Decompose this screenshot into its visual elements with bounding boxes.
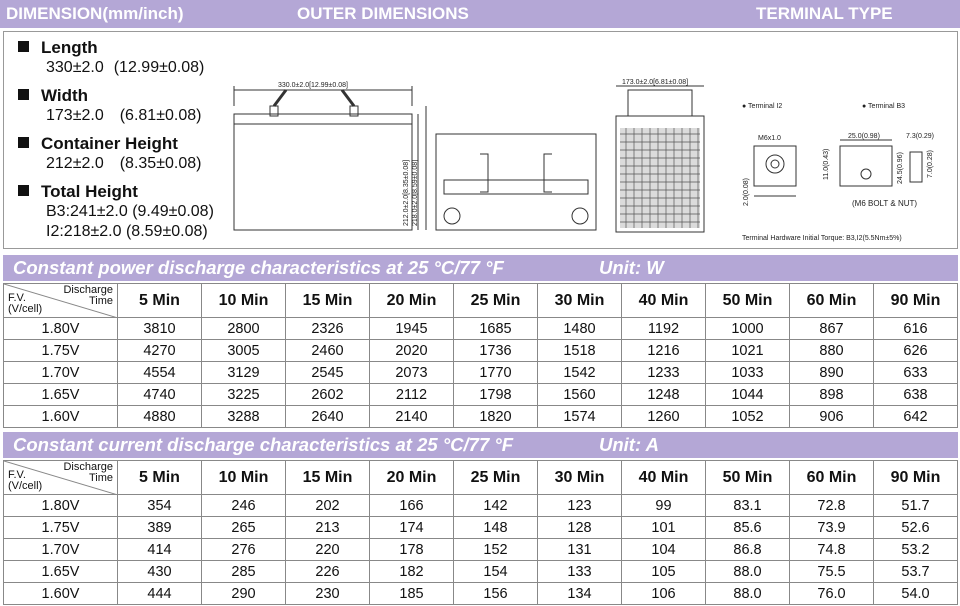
column-header: 25 Min (454, 461, 538, 495)
value-cell: 633 (874, 362, 958, 384)
spec-length (18, 38, 233, 78)
spec-imperial: (8.35±0.08) (119, 155, 202, 172)
value-cell: 354 (118, 495, 202, 517)
column-header: 25 Min (454, 284, 538, 318)
value-cell: 52.6 (874, 517, 958, 539)
column-header: 30 Min (538, 284, 622, 318)
m6-label: M6x1.0 (758, 135, 781, 142)
bullet-square-icon (18, 137, 29, 148)
value-cell: 148 (454, 517, 538, 539)
value-cell: 1560 (538, 384, 622, 406)
terminal-i2-label: ● Terminal I2 (742, 103, 783, 110)
value-cell: 128 (538, 517, 622, 539)
value-cell: 2460 (286, 340, 370, 362)
value-cell: 1233 (622, 362, 706, 384)
terminal-type-heading: TERMINAL TYPE (756, 4, 893, 23)
bullet-square-icon (18, 185, 29, 196)
torque-note: Terminal Hardware Initial Torque: B3,I2(5.5Nm±5%) (742, 235, 902, 242)
spec-imperial: (12.99±0.08) (113, 59, 205, 76)
column-header: 50 Min (706, 461, 790, 495)
value-cell: 101 (622, 517, 706, 539)
value-cell: 131 (538, 539, 622, 561)
value-cell: 142 (454, 495, 538, 517)
value-cell: 880 (790, 340, 874, 362)
table-corner-cell (4, 284, 118, 318)
spec-label: Length (41, 38, 98, 57)
spec-metric: 330±2.0 (46, 59, 104, 76)
column-header: 20 Min (370, 284, 454, 318)
spec-metric: 173±2.0 (46, 107, 104, 124)
column-header: 5 Min (118, 461, 202, 495)
value-cell: 1248 (622, 384, 706, 406)
value-cell: 230 (286, 583, 370, 605)
spec-imperial: (9.49±0.08) (132, 203, 214, 220)
table-corner-cell (4, 461, 118, 495)
value-cell: 1685 (454, 318, 538, 340)
length-dimension: 330.0±2.0[12.99±0.08] (278, 82, 348, 89)
column-header: 40 Min (622, 461, 706, 495)
table-row (4, 539, 958, 561)
value-cell: 389 (118, 517, 202, 539)
i2-dim-b: 2.0(0.08) (743, 177, 750, 206)
value-cell: 3810 (118, 318, 202, 340)
value-cell: 104 (622, 539, 706, 561)
value-cell: 53.7 (874, 561, 958, 583)
value-cell: 430 (118, 561, 202, 583)
value-cell: 2545 (286, 362, 370, 384)
value-cell: 51.7 (874, 495, 958, 517)
height-dimension-2: 218.0±2.0[8.59±0.08] (412, 159, 419, 226)
table-row (4, 517, 958, 539)
value-cell: 1000 (706, 318, 790, 340)
value-cell: 276 (202, 539, 286, 561)
value-cell: 182 (370, 561, 454, 583)
current-table-title-bar (3, 432, 958, 458)
outer-dimensions-heading: OUTER DIMENSIONS (297, 4, 469, 23)
corner-bottom-label: (V/cell) (8, 480, 43, 492)
fv-cell: 1.80V (4, 495, 118, 517)
spec-list (18, 38, 233, 250)
value-cell: 3288 (202, 406, 286, 428)
value-cell: 156 (454, 583, 538, 605)
value-cell: 178 (370, 539, 454, 561)
fv-cell: 1.75V (4, 340, 118, 362)
value-cell: 898 (790, 384, 874, 406)
table-row (4, 318, 958, 340)
value-cell: 3225 (202, 384, 286, 406)
corner-top-label: Time (88, 295, 113, 307)
bolt-label: (M6 BOLT & NUT) (852, 199, 918, 208)
value-cell: 1192 (622, 318, 706, 340)
value-cell: 2800 (202, 318, 286, 340)
i2-dim-a: 11.0(0.43) (823, 148, 830, 180)
spec-label: Total Height (41, 182, 138, 201)
fv-cell: 1.65V (4, 561, 118, 583)
fv-cell: 1.80V (4, 318, 118, 340)
value-cell: 83.1 (706, 495, 790, 517)
corner-bottom-label: F.V. (8, 469, 26, 481)
value-cell: 1798 (454, 384, 538, 406)
table-row (4, 406, 958, 428)
column-header: 60 Min (790, 461, 874, 495)
current-table (3, 460, 958, 605)
table-row (4, 384, 958, 406)
value-cell: 185 (370, 583, 454, 605)
column-header: 90 Min (874, 461, 958, 495)
value-cell: 152 (454, 539, 538, 561)
value-cell: 1820 (454, 406, 538, 428)
value-cell: 414 (118, 539, 202, 561)
value-cell: 106 (622, 583, 706, 605)
value-cell: 202 (286, 495, 370, 517)
value-cell: 2140 (370, 406, 454, 428)
value-cell: 88.0 (706, 561, 790, 583)
value-cell: 2112 (370, 384, 454, 406)
dimension-drawing (230, 76, 956, 248)
value-cell: 213 (286, 517, 370, 539)
value-cell: 1260 (622, 406, 706, 428)
value-cell: 99 (622, 495, 706, 517)
fv-cell: 1.60V (4, 406, 118, 428)
terminal-b3-label: ● Terminal B3 (862, 103, 906, 110)
power-table-title-bar (3, 255, 958, 281)
bullet-square-icon (18, 41, 29, 52)
b3-dim-d: 7.0(0.28) (927, 149, 934, 178)
value-cell: 2326 (286, 318, 370, 340)
bullet-square-icon (18, 89, 29, 100)
value-cell: 3005 (202, 340, 286, 362)
value-cell: 444 (118, 583, 202, 605)
value-cell: 73.9 (790, 517, 874, 539)
fv-cell: 1.60V (4, 583, 118, 605)
value-cell: 626 (874, 340, 958, 362)
value-cell: 72.8 (790, 495, 874, 517)
corner-top-label: Discharge (63, 284, 113, 296)
fv-cell: 1.70V (4, 539, 118, 561)
corner-top-label: Discharge (63, 461, 113, 473)
spec-imperial: (6.81±0.08) (119, 107, 202, 124)
dimension-heading: DIMENSION(mm/inch) (6, 4, 184, 23)
table-row (4, 561, 958, 583)
corner-top-label: Time (88, 472, 113, 484)
column-header: 10 Min (202, 284, 286, 318)
value-cell: 1945 (370, 318, 454, 340)
spec-label: Width (41, 86, 89, 105)
value-cell: 1770 (454, 362, 538, 384)
value-cell: 85.6 (706, 517, 790, 539)
column-header: 15 Min (286, 284, 370, 318)
column-header: 40 Min (622, 284, 706, 318)
value-cell: 75.5 (790, 561, 874, 583)
value-cell: 74.8 (790, 539, 874, 561)
value-cell: 1736 (454, 340, 538, 362)
value-cell: 265 (202, 517, 286, 539)
power-table-title: Constant power discharge characteristics at 25 °C/77 °F (13, 257, 504, 278)
value-cell: 616 (874, 318, 958, 340)
value-cell: 105 (622, 561, 706, 583)
value-cell: 2073 (370, 362, 454, 384)
spec-total-height (18, 182, 233, 242)
value-cell: 1542 (538, 362, 622, 384)
spec-imperial: (8.59±0.08) (125, 223, 208, 240)
value-cell: 1021 (706, 340, 790, 362)
corner-bottom-label: F.V. (8, 292, 26, 304)
value-cell: 1044 (706, 384, 790, 406)
value-cell: 1216 (622, 340, 706, 362)
header-bar (0, 0, 960, 28)
value-cell: 290 (202, 583, 286, 605)
column-header: 60 Min (790, 284, 874, 318)
value-cell: 134 (538, 583, 622, 605)
value-cell: 642 (874, 406, 958, 428)
value-cell: 638 (874, 384, 958, 406)
column-header: 50 Min (706, 284, 790, 318)
value-cell: 2020 (370, 340, 454, 362)
value-cell: 4880 (118, 406, 202, 428)
table-row (4, 340, 958, 362)
value-cell: 53.2 (874, 539, 958, 561)
value-cell: 1033 (706, 362, 790, 384)
value-cell: 890 (790, 362, 874, 384)
value-cell: 1574 (538, 406, 622, 428)
fv-cell: 1.70V (4, 362, 118, 384)
value-cell: 1052 (706, 406, 790, 428)
value-cell: 76.0 (790, 583, 874, 605)
value-cell: 54.0 (874, 583, 958, 605)
fv-cell: 1.65V (4, 384, 118, 406)
value-cell: 154 (454, 561, 538, 583)
value-cell: 166 (370, 495, 454, 517)
height-dimension-1: 212.0±2.0[8.35±0.08] (403, 159, 410, 226)
value-cell: 867 (790, 318, 874, 340)
value-cell: 246 (202, 495, 286, 517)
value-cell: 88.0 (706, 583, 790, 605)
value-cell: 2640 (286, 406, 370, 428)
value-cell: 906 (790, 406, 874, 428)
value-cell: 133 (538, 561, 622, 583)
value-cell: 285 (202, 561, 286, 583)
table-header-row (4, 284, 958, 318)
value-cell: 174 (370, 517, 454, 539)
column-header: 20 Min (370, 461, 454, 495)
value-cell: 226 (286, 561, 370, 583)
column-header: 15 Min (286, 461, 370, 495)
spec-width (18, 86, 233, 126)
spec-metric: 212±2.0 (46, 155, 104, 172)
fv-cell: 1.75V (4, 517, 118, 539)
value-cell: 123 (538, 495, 622, 517)
current-table-unit: Unit: A (599, 434, 659, 455)
value-cell: 1480 (538, 318, 622, 340)
spec-metric: B3:241±2.0 (46, 203, 128, 220)
column-header: 10 Min (202, 461, 286, 495)
spec-container-height (18, 134, 233, 174)
width-dimension: 173.0±2.0[6.81±0.08] (622, 79, 689, 86)
b3-dim-b: 7.3(0.29) (906, 133, 935, 140)
column-header: 30 Min (538, 461, 622, 495)
power-table (3, 283, 958, 428)
table-row (4, 495, 958, 517)
value-cell: 1518 (538, 340, 622, 362)
value-cell: 4554 (118, 362, 202, 384)
current-table-title: Constant current discharge characteristics at 25 °C/77 °F (13, 434, 514, 455)
column-header: 90 Min (874, 284, 958, 318)
table-row (4, 362, 958, 384)
b3-dim-c: 24.5(0.96) (897, 152, 904, 184)
value-cell: 220 (286, 539, 370, 561)
value-cell: 4270 (118, 340, 202, 362)
corner-bottom-label: (V/cell) (8, 303, 43, 315)
column-header: 5 Min (118, 284, 202, 318)
table-row (4, 583, 958, 605)
value-cell: 3129 (202, 362, 286, 384)
value-cell: 4740 (118, 384, 202, 406)
value-cell: 86.8 (706, 539, 790, 561)
b3-dim-a: 25.0(0.98) (848, 133, 880, 140)
spec-metric: I2:218±2.0 (46, 223, 122, 240)
table-header-row (4, 461, 958, 495)
value-cell: 2602 (286, 384, 370, 406)
spec-label: Container Height (41, 134, 178, 153)
power-table-unit: Unit: W (599, 257, 664, 278)
